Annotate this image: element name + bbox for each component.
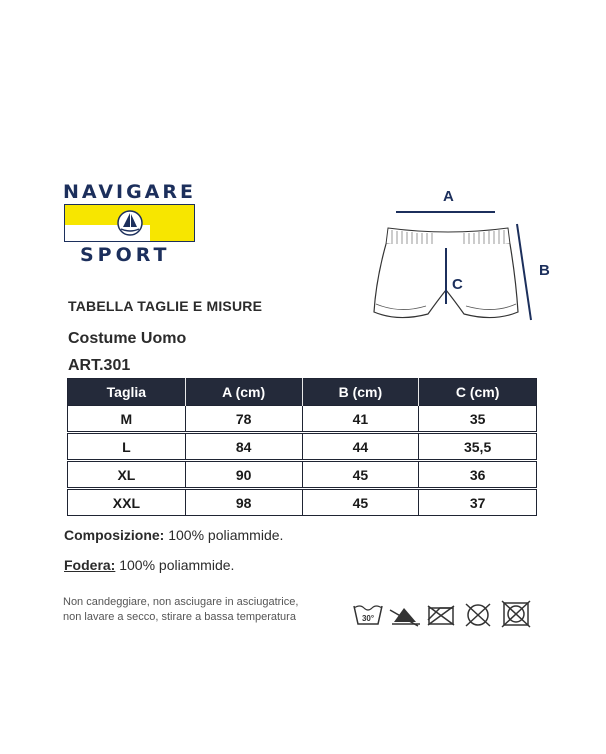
wash-temperature: 30° [361,614,375,623]
cell-size: L [68,433,186,461]
care-instructions [63,595,323,625]
dimension-label-c: C [452,276,463,293]
no-tumble-dry-icon [502,601,530,627]
article-code: ART.301 [68,357,131,374]
no-bleach-icon [428,606,454,625]
product-name: Costume Uomo [68,330,187,347]
table-row [68,489,537,516]
cell-c: 35,5 [419,433,537,461]
column-header-b: B (cm) [302,379,419,406]
table-header-row [68,379,537,406]
cell-b: 41 [302,406,419,433]
composition-line [64,527,283,543]
column-header-a: A (cm) [185,379,302,406]
sailboat-logo-icon [65,205,195,242]
care-line-2: non lavare a secco, stirare a bassa temperatura [63,611,296,623]
cell-c: 37 [419,489,537,516]
cell-a: 98 [185,489,302,516]
brand-name-bottom: SPORT [80,244,171,266]
shorts-diagram [368,200,538,330]
column-header-size: Taglia [68,379,186,406]
no-dry-clean-icon [466,604,490,626]
care-icons [352,600,532,628]
composition-value: 100% poliammide. [164,527,284,543]
cell-size: XL [68,461,186,489]
cell-a: 90 [185,461,302,489]
table-row [68,461,537,489]
size-table [67,378,537,516]
column-header-c: C (cm) [419,379,537,406]
lining-line [64,557,234,573]
brand-name-top: NAVIGARE [63,181,196,203]
dimension-label-b: B [539,262,550,279]
cell-a: 84 [185,433,302,461]
cell-b: 44 [302,433,419,461]
cell-size: XXL [68,489,186,516]
cell-b: 45 [302,461,419,489]
cell-c: 36 [419,461,537,489]
lining-label: Fodera: [64,557,116,573]
lining-value: 100% poliammide. [115,557,235,573]
iron-low-icon [390,608,420,626]
page-subtitle: TABELLA TAGLIE E MISURE [68,298,263,314]
table-row [68,406,537,433]
composition-label: Composizione: [64,527,165,543]
cell-a: 78 [185,406,302,433]
dimension-label-a: A [443,188,454,205]
cell-c: 35 [419,406,537,433]
care-line-1: Non candeggiare, non asciugare in asciugatrice, [63,596,299,608]
wash-30-icon [354,606,382,624]
cell-size: M [68,406,186,433]
cell-b: 45 [302,489,419,516]
brand-logo [64,204,195,242]
table-row [68,433,537,461]
